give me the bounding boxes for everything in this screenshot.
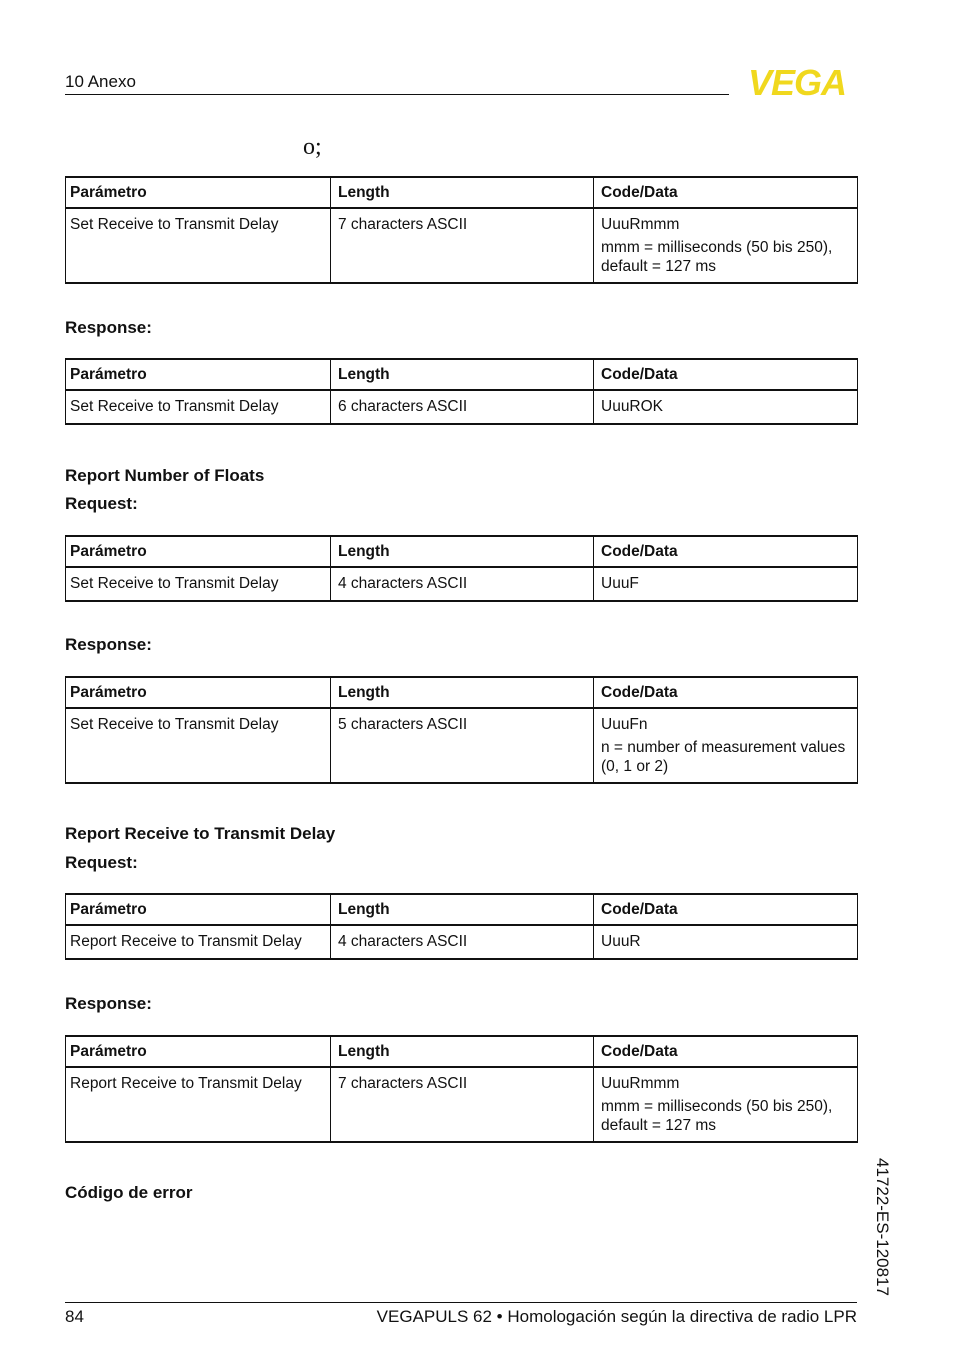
cell-length: 4 characters ASCII: [331, 925, 594, 959]
response-table-report-delay: [65, 1035, 858, 1143]
cell-length: 6 characters ASCII: [331, 390, 594, 424]
col-header-parameter: Parámetro: [66, 894, 331, 925]
cell-length: 5 characters ASCII: [331, 708, 594, 783]
col-header-parameter: Parámetro: [66, 359, 331, 390]
section-title: Report Receive to Transmit Delay: [65, 824, 336, 843]
response-heading: Response:: [65, 635, 152, 654]
col-header-parameter: Parámetro: [66, 536, 331, 567]
cell-length: 7 characters ASCII: [331, 1067, 594, 1142]
col-header-code: Code/Data: [594, 677, 858, 708]
code-note: mmm = milliseconds (50 bis 250), default = 127 ms: [601, 1098, 833, 1134]
cell-code: UuuF: [594, 567, 858, 601]
col-header-parameter: Parámetro: [66, 1036, 331, 1067]
section-title: Código de error: [65, 1183, 193, 1202]
cell-code: [594, 208, 858, 283]
col-header-length: Length: [331, 677, 594, 708]
document-code: 41722-ES-120817: [873, 1158, 892, 1297]
cell-parameter: Set Receive to Transmit Delay: [66, 390, 331, 424]
cell-length: 7 characters ASCII: [331, 208, 594, 283]
code-value: UuuRmmm: [601, 1075, 680, 1092]
col-header-parameter: Parámetro: [66, 677, 331, 708]
col-header-code: Code/Data: [594, 359, 858, 390]
code-note: n = number of measurement values (0, 1 or 2): [601, 739, 846, 775]
cell-code: [594, 708, 858, 783]
cell-code: [594, 1067, 858, 1142]
col-header-length: Length: [331, 177, 594, 208]
col-header-parameter: Parámetro: [66, 177, 331, 208]
cell-parameter: Report Receive to Transmit Delay: [66, 925, 331, 959]
col-header-length: Length: [331, 536, 594, 567]
request-table-report-delay: [65, 893, 858, 960]
response-table-set-delay: [65, 358, 858, 425]
request-heading: Request:: [65, 853, 138, 872]
cell-parameter: Set Receive to Transmit Delay: [66, 708, 331, 783]
request-table-set-delay: [65, 176, 858, 284]
section-header: 10 Anexo: [65, 72, 136, 91]
footer-rule: [65, 1302, 857, 1303]
col-header-length: Length: [331, 894, 594, 925]
response-heading: Response:: [65, 994, 152, 1013]
col-header-length: Length: [331, 359, 594, 390]
header-rule: [65, 94, 729, 95]
col-header-length: Length: [331, 1036, 594, 1067]
page-number: 84: [65, 1307, 84, 1326]
code-value: UuuFn: [601, 716, 648, 733]
col-header-code: Code/Data: [594, 536, 858, 567]
vega-logo: [735, 66, 859, 103]
cell-code: UuuR: [594, 925, 858, 959]
section-title: Report Number of Floats: [65, 466, 265, 485]
request-heading: Request:: [65, 494, 138, 513]
response-heading: Response:: [65, 318, 152, 337]
cell-parameter: Report Receive to Transmit Delay: [66, 1067, 331, 1142]
col-header-code: Code/Data: [594, 894, 858, 925]
footer-title: VEGAPULS 62 • Homologación según la directiva de radio LPR: [376, 1307, 857, 1326]
code-note: mmm = milliseconds (50 bis 250), default = 127 ms: [601, 239, 833, 275]
response-table-floats: [65, 676, 858, 784]
logo-text: VEGA: [747, 66, 847, 98]
code-value: UuuRmmm: [601, 216, 680, 233]
cell-parameter: Set Receive to Transmit Delay: [66, 208, 331, 283]
cell-length: 4 characters ASCII: [331, 567, 594, 601]
col-header-code: Code/Data: [594, 177, 858, 208]
vega-logo-svg: [735, 66, 859, 98]
col-header-code: Code/Data: [594, 1036, 858, 1067]
request-table-floats: [65, 535, 858, 602]
cell-parameter: Set Receive to Transmit Delay: [66, 567, 331, 601]
cell-code: UuuROK: [594, 390, 858, 424]
stray-glyph: o;: [303, 134, 322, 160]
